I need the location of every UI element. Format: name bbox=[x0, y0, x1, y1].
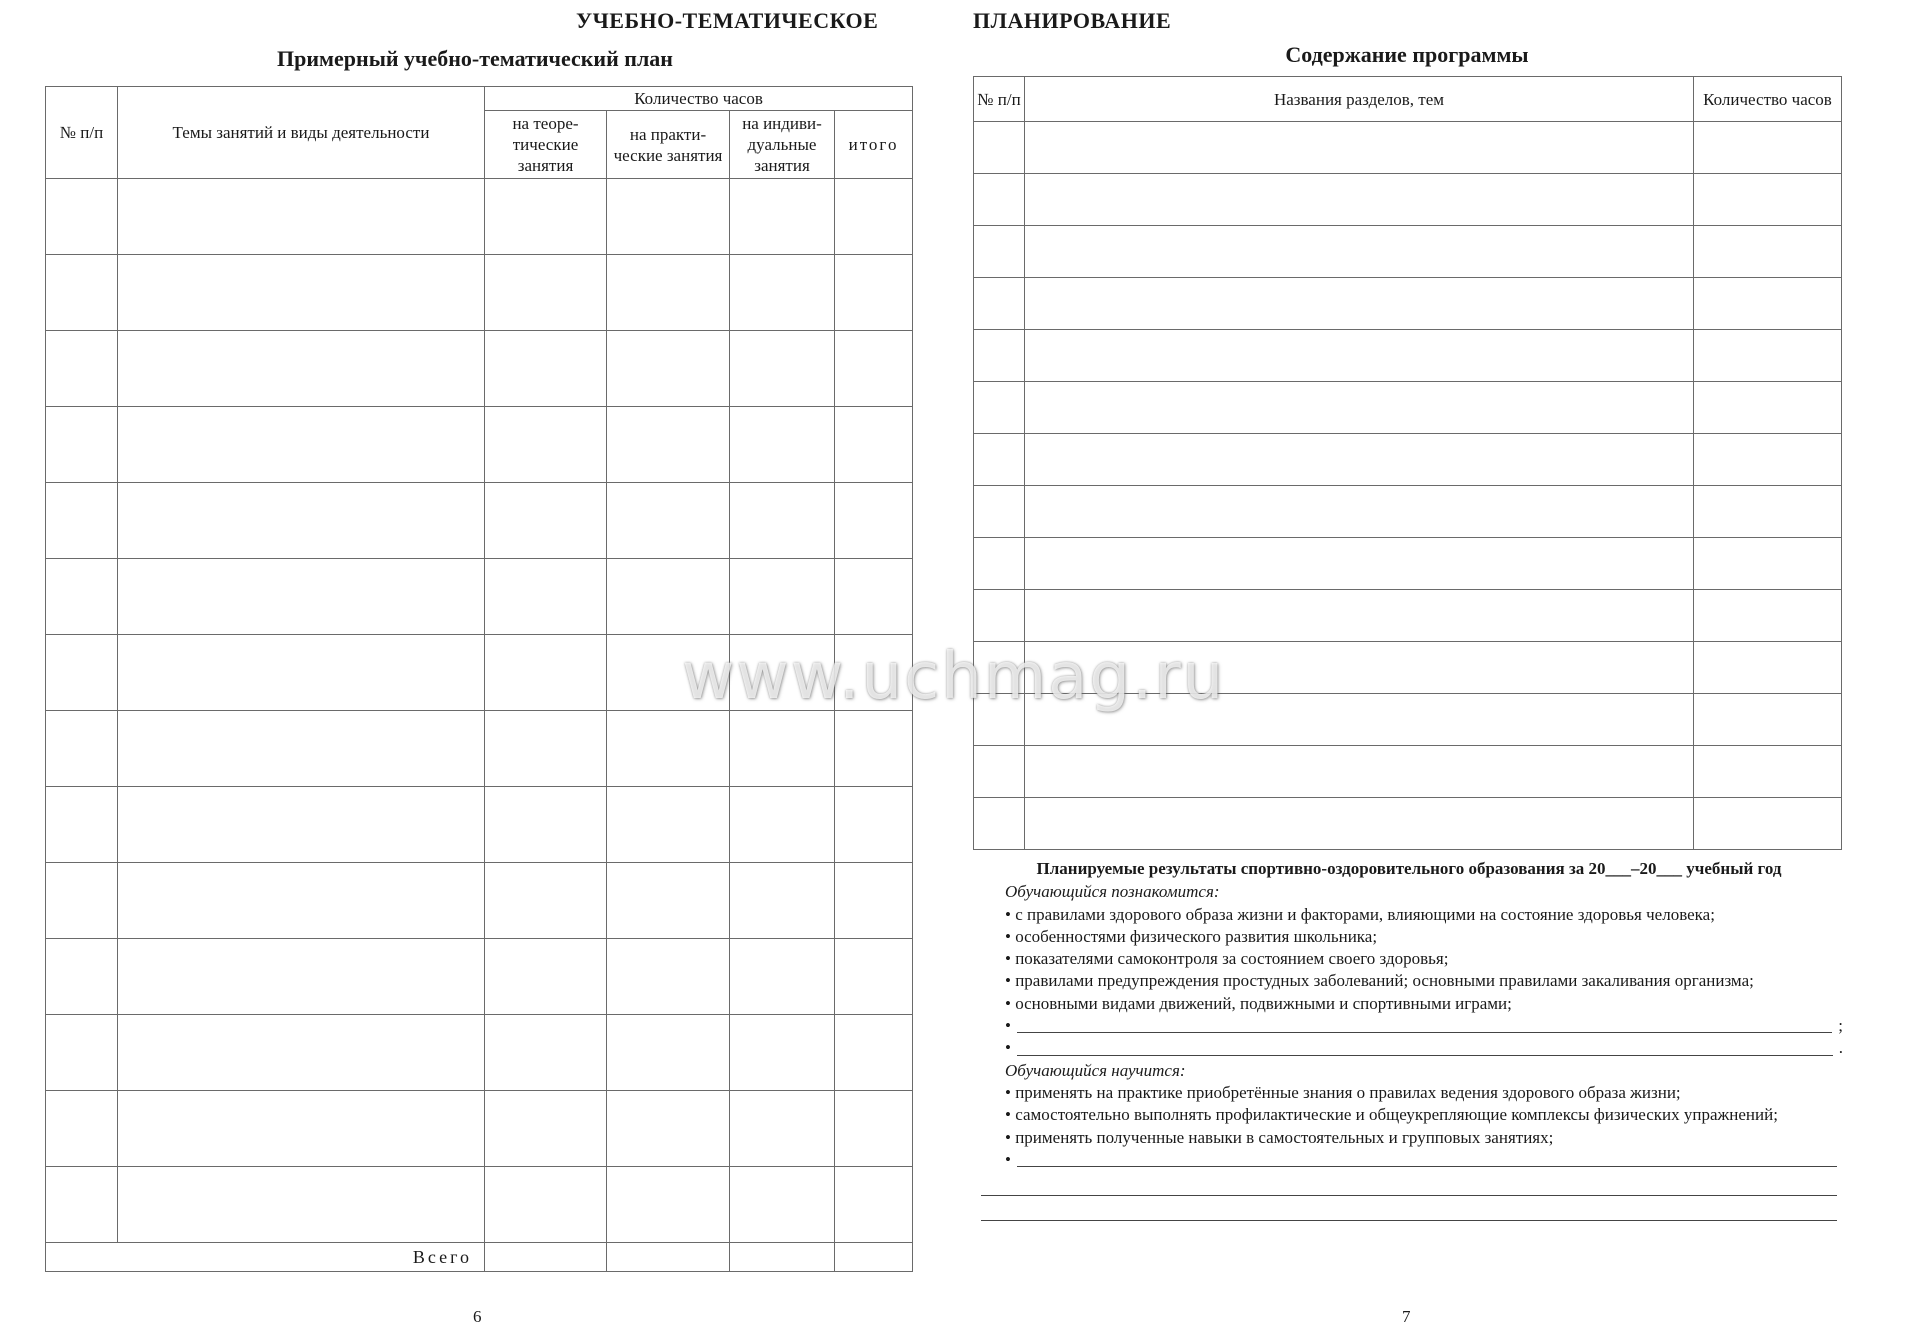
page-number-right: 7 bbox=[1402, 1307, 1411, 1326]
table-cell[interactable] bbox=[1694, 486, 1842, 538]
table-row bbox=[974, 122, 1842, 174]
table-cell[interactable] bbox=[118, 179, 485, 255]
table-cell[interactable] bbox=[46, 559, 118, 635]
table-cell[interactable] bbox=[835, 1091, 913, 1167]
table-cell[interactable] bbox=[974, 746, 1025, 798]
table-cell[interactable] bbox=[835, 179, 913, 255]
table-cell[interactable] bbox=[1025, 278, 1694, 330]
table-row bbox=[974, 798, 1842, 850]
table-cell[interactable] bbox=[730, 1015, 835, 1091]
total-cell[interactable] bbox=[607, 1243, 730, 1272]
table-cell[interactable] bbox=[730, 331, 835, 407]
table-cell[interactable] bbox=[730, 559, 835, 635]
table-cell[interactable] bbox=[118, 559, 485, 635]
table-cell[interactable] bbox=[118, 711, 485, 787]
table-cell[interactable] bbox=[46, 1015, 118, 1091]
line-end-mark: ; bbox=[1838, 1016, 1843, 1036]
list-item: • основными видами движений, подвижными и спортивными играми; bbox=[1005, 993, 1512, 1013]
table-cell[interactable] bbox=[46, 179, 118, 255]
table-cell[interactable] bbox=[607, 559, 730, 635]
table-cell[interactable] bbox=[118, 1015, 485, 1091]
table-row bbox=[974, 330, 1842, 382]
table-cell[interactable] bbox=[607, 1015, 730, 1091]
program-content-title: Содержание программы bbox=[1285, 42, 1529, 67]
table-cell[interactable] bbox=[835, 787, 913, 863]
table-cell[interactable] bbox=[835, 331, 913, 407]
table-cell[interactable] bbox=[730, 255, 835, 331]
table-cell[interactable] bbox=[46, 483, 118, 559]
table-cell[interactable] bbox=[730, 939, 835, 1015]
table-cell[interactable] bbox=[485, 939, 607, 1015]
table-cell[interactable] bbox=[1694, 174, 1842, 226]
table-cell[interactable] bbox=[730, 483, 835, 559]
table-cell[interactable] bbox=[1694, 538, 1842, 590]
bullet: • bbox=[1005, 1038, 1011, 1058]
total-cell[interactable] bbox=[730, 1243, 835, 1272]
table-cell[interactable] bbox=[1694, 642, 1842, 694]
table-row bbox=[46, 939, 913, 1015]
table-cell[interactable] bbox=[974, 278, 1025, 330]
table-cell[interactable] bbox=[118, 407, 485, 483]
table-cell[interactable] bbox=[835, 1015, 913, 1091]
table-cell[interactable] bbox=[485, 255, 607, 331]
col-individual-header: на индиви-дуальные занятия bbox=[730, 111, 835, 179]
table-row bbox=[974, 226, 1842, 278]
list-item: • правилами предупреждения простудных заболеваний; основными правилами закаливания организма; bbox=[1005, 971, 1754, 991]
col-num-header: № п/п bbox=[46, 87, 118, 179]
table-cell[interactable] bbox=[974, 330, 1025, 382]
table-cell[interactable] bbox=[46, 1091, 118, 1167]
table-cell[interactable] bbox=[1694, 122, 1842, 174]
table-cell[interactable] bbox=[485, 407, 607, 483]
list-item: • применять полученные навыки в самостоятельных и групповых занятиях; bbox=[1005, 1127, 1554, 1147]
table-cell[interactable] bbox=[974, 590, 1025, 642]
table-cell[interactable] bbox=[1025, 382, 1694, 434]
table-cell[interactable] bbox=[118, 1091, 485, 1167]
table-cell[interactable] bbox=[1694, 798, 1842, 850]
table-row bbox=[974, 746, 1842, 798]
list-item: • с правилами здорового образа жизни и факторами, влияющими на состояние здоровья человека; bbox=[1005, 904, 1715, 924]
table-row bbox=[46, 1167, 913, 1243]
table-row bbox=[46, 407, 913, 483]
table-cell[interactable] bbox=[485, 559, 607, 635]
table-cell[interactable] bbox=[1025, 746, 1694, 798]
will-learn-about-heading: Обучающийся познакомится: bbox=[1005, 882, 1220, 902]
table-cell[interactable] bbox=[485, 1091, 607, 1167]
table-cell[interactable] bbox=[607, 483, 730, 559]
table-cell[interactable] bbox=[1025, 486, 1694, 538]
total-cell[interactable] bbox=[485, 1243, 607, 1272]
col-hours-group-header: Количество часов bbox=[485, 87, 913, 111]
table-cell[interactable] bbox=[730, 179, 835, 255]
table-cell[interactable] bbox=[485, 179, 607, 255]
table-cell[interactable] bbox=[974, 538, 1025, 590]
table-cell[interactable] bbox=[485, 863, 607, 939]
list-item: • применять на практике приобретённые знания о правилах ведения здорового образа жизни; bbox=[1005, 1082, 1681, 1102]
col-topics-header: Темы занятий и виды деятельности bbox=[118, 87, 485, 179]
table-cell[interactable] bbox=[118, 1167, 485, 1243]
table-cell[interactable] bbox=[607, 1091, 730, 1167]
col-total-header: итого bbox=[835, 111, 913, 179]
col-hours-header: Количество часов bbox=[1694, 77, 1842, 122]
table-row bbox=[46, 711, 913, 787]
table-cell[interactable] bbox=[485, 1015, 607, 1091]
table-cell[interactable] bbox=[46, 331, 118, 407]
table-cell[interactable] bbox=[835, 483, 913, 559]
table-cell[interactable] bbox=[607, 1167, 730, 1243]
table-cell[interactable] bbox=[835, 863, 913, 939]
table-cell[interactable] bbox=[607, 711, 730, 787]
table-cell[interactable] bbox=[46, 863, 118, 939]
table-cell[interactable] bbox=[607, 407, 730, 483]
line-end-mark: . bbox=[1838, 1038, 1843, 1058]
table-cell[interactable] bbox=[485, 711, 607, 787]
table-cell[interactable] bbox=[974, 226, 1025, 278]
table-cell[interactable] bbox=[835, 939, 913, 1015]
blank-list-item[interactable] bbox=[975, 1037, 1843, 1059]
table-cell[interactable] bbox=[118, 255, 485, 331]
page-number-left: 6 bbox=[473, 1307, 482, 1326]
section-header-right: ПЛАНИРОВАНИЕ bbox=[973, 8, 1172, 33]
table-cell[interactable] bbox=[1025, 538, 1694, 590]
table-cell[interactable] bbox=[607, 255, 730, 331]
table-cell[interactable] bbox=[46, 711, 118, 787]
table-cell[interactable] bbox=[730, 1167, 835, 1243]
table-cell[interactable] bbox=[1694, 746, 1842, 798]
fill-in-line[interactable] bbox=[1017, 1054, 1833, 1056]
table-cell[interactable] bbox=[46, 255, 118, 331]
table-cell[interactable] bbox=[974, 434, 1025, 486]
table-cell[interactable] bbox=[1694, 590, 1842, 642]
list-item: • особенностями физического развития школьника; bbox=[1005, 926, 1378, 946]
table-cell[interactable] bbox=[1694, 694, 1842, 746]
col-practice-header: на практи-ческие занятия bbox=[607, 111, 730, 179]
col-theory-header: на теоре-тические занятия bbox=[485, 111, 607, 179]
table-cell[interactable] bbox=[1025, 330, 1694, 382]
table-cell[interactable] bbox=[118, 483, 485, 559]
table-row bbox=[974, 590, 1842, 642]
total-row bbox=[46, 1243, 913, 1272]
bullet: • bbox=[1005, 1149, 1011, 1169]
fill-in-line[interactable] bbox=[1017, 1031, 1832, 1033]
table-cell[interactable] bbox=[974, 174, 1025, 226]
planned-results-section bbox=[975, 858, 1843, 1221]
table-cell[interactable] bbox=[485, 483, 607, 559]
table-cell[interactable] bbox=[1694, 434, 1842, 486]
table-cell[interactable] bbox=[607, 331, 730, 407]
table-cell[interactable] bbox=[1025, 174, 1694, 226]
table-row bbox=[46, 1015, 913, 1091]
list-item: • самостоятельно выполнять профилактические и общеукрепляющие комплексы физических упражнений; bbox=[1005, 1105, 1778, 1125]
table-cell[interactable] bbox=[730, 407, 835, 483]
section-header-left: УЧЕБНО-ТЕМАТИЧЕСКОЕ bbox=[576, 8, 879, 33]
table-cell[interactable] bbox=[730, 863, 835, 939]
table-cell[interactable] bbox=[118, 787, 485, 863]
table-cell[interactable] bbox=[118, 939, 485, 1015]
watermark: www.uchmag.ru bbox=[682, 640, 1226, 714]
table-row bbox=[46, 559, 913, 635]
total-cell[interactable] bbox=[835, 1243, 913, 1272]
table-cell[interactable] bbox=[607, 939, 730, 1015]
table-row bbox=[46, 1091, 913, 1167]
table-cell[interactable] bbox=[835, 407, 913, 483]
will-be-able-heading: Обучающийся научится: bbox=[1005, 1060, 1186, 1080]
table-row bbox=[46, 483, 913, 559]
table-cell[interactable] bbox=[1025, 122, 1694, 174]
table-row bbox=[974, 174, 1842, 226]
table-cell[interactable] bbox=[835, 255, 913, 331]
table-cell[interactable] bbox=[46, 787, 118, 863]
table-cell[interactable] bbox=[46, 635, 118, 711]
table-row bbox=[46, 331, 913, 407]
list-item: • показателями самоконтроля за состоянием своего здоровья; bbox=[1005, 949, 1449, 969]
table-cell[interactable] bbox=[485, 331, 607, 407]
table-cell[interactable] bbox=[46, 939, 118, 1015]
table-cell[interactable] bbox=[1025, 798, 1694, 850]
table-cell[interactable] bbox=[1025, 590, 1694, 642]
fill-in-line[interactable] bbox=[1017, 1165, 1837, 1167]
table-cell[interactable] bbox=[730, 787, 835, 863]
table-cell[interactable] bbox=[485, 787, 607, 863]
table-row bbox=[974, 538, 1842, 590]
table-cell[interactable] bbox=[835, 1167, 913, 1243]
table-cell[interactable] bbox=[835, 559, 913, 635]
blank-list-item[interactable] bbox=[975, 1149, 1843, 1171]
table-row bbox=[46, 255, 913, 331]
results-title: Планируемые результаты спортивно-оздоровительного образования за 20___–20___ учебный год bbox=[1036, 859, 1782, 878]
fill-in-line[interactable] bbox=[981, 1196, 1837, 1221]
col-names-header: Названия разделов, тем bbox=[1025, 77, 1694, 122]
table-cell[interactable] bbox=[1694, 226, 1842, 278]
table-row bbox=[974, 434, 1842, 486]
table-row bbox=[46, 787, 913, 863]
table-cell[interactable] bbox=[485, 1167, 607, 1243]
table-cell[interactable] bbox=[607, 787, 730, 863]
table-cell[interactable] bbox=[835, 711, 913, 787]
table-cell[interactable] bbox=[46, 407, 118, 483]
table-row bbox=[974, 382, 1842, 434]
table-cell[interactable] bbox=[607, 179, 730, 255]
table-cell[interactable] bbox=[1025, 434, 1694, 486]
table-row bbox=[974, 278, 1842, 330]
plan-title: Примерный учебно-тематический план bbox=[277, 46, 673, 71]
table-cell[interactable] bbox=[974, 798, 1025, 850]
total-label: Всего bbox=[46, 1243, 485, 1272]
table-cell[interactable] bbox=[974, 382, 1025, 434]
table-cell[interactable] bbox=[1694, 382, 1842, 434]
col-num-header: № п/п bbox=[974, 77, 1025, 122]
table-row bbox=[974, 486, 1842, 538]
table-cell[interactable] bbox=[46, 1167, 118, 1243]
table-cell[interactable] bbox=[1694, 330, 1842, 382]
table-cell[interactable] bbox=[1694, 278, 1842, 330]
table-cell[interactable] bbox=[485, 635, 607, 711]
table-cell[interactable] bbox=[118, 863, 485, 939]
table-cell[interactable] bbox=[974, 486, 1025, 538]
table-cell[interactable] bbox=[730, 711, 835, 787]
bullet: • bbox=[1005, 1016, 1011, 1036]
table-row bbox=[46, 179, 913, 255]
blank-list-item[interactable] bbox=[975, 1015, 1843, 1037]
table-row bbox=[46, 863, 913, 939]
table-cell[interactable] bbox=[1025, 226, 1694, 278]
table-cell[interactable] bbox=[118, 331, 485, 407]
fill-in-line[interactable] bbox=[981, 1171, 1837, 1196]
table-cell[interactable] bbox=[730, 1091, 835, 1167]
table-cell[interactable] bbox=[118, 635, 485, 711]
program-content-table bbox=[973, 76, 1842, 850]
table-cell[interactable] bbox=[607, 863, 730, 939]
table-cell[interactable] bbox=[974, 122, 1025, 174]
